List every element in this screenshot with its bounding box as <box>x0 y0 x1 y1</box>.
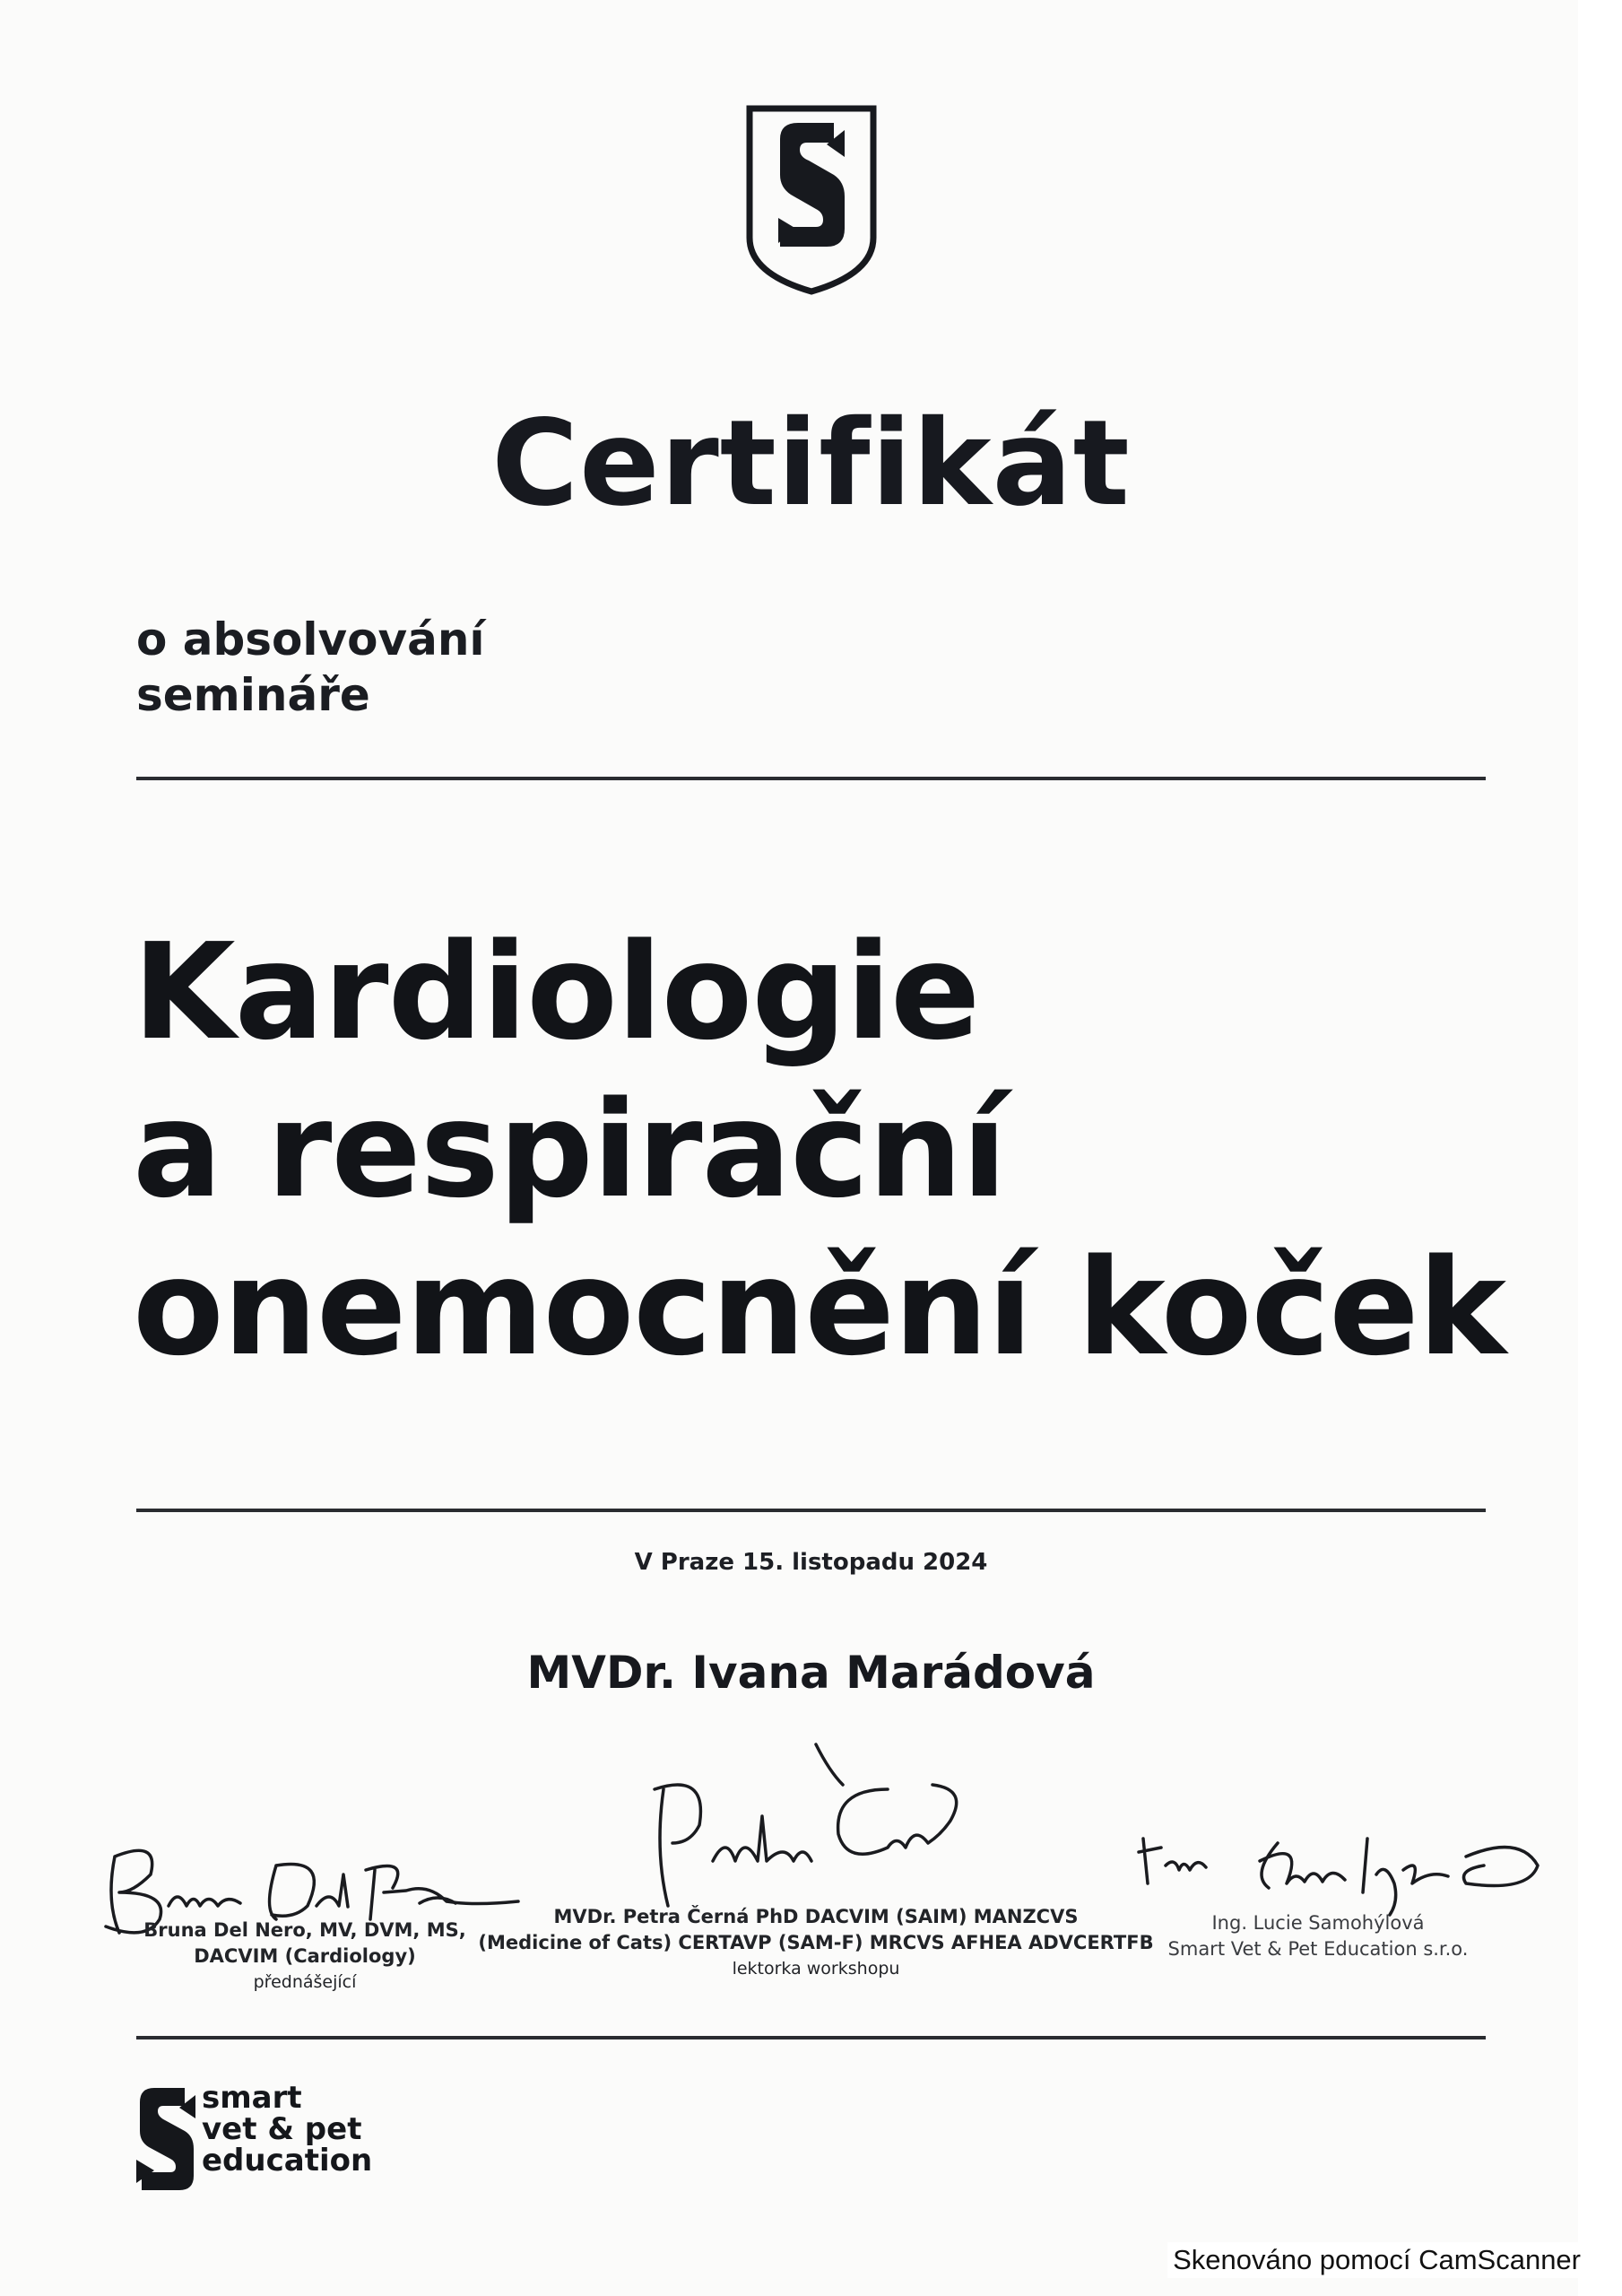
brand-line: smart <box>202 2080 302 2116</box>
brand-line: education <box>202 2143 373 2179</box>
brand-wordmark <box>202 2080 373 2179</box>
course-title-line: onemocnění koček <box>133 1231 1506 1385</box>
signatory-role: lektorka workshopu <box>732 1959 900 1979</box>
signatory-name-line: MVDr. Petra Černá PhD DACVIM (SAIM) MANZCVS <box>553 1906 1079 1927</box>
signatory-name-line: (Medicine of Cats) CERTAVP (SAM-F) MRCVS AFHEA ADVCERTFB <box>478 1932 1154 1953</box>
certificate-title: Certifikát <box>491 395 1131 533</box>
course-title <box>133 913 1505 1387</box>
subtitle-line: o absolvování <box>136 613 485 665</box>
divider <box>136 1509 1486 1512</box>
signatory-name-line: Bruna Del Nero, MV, DVM, MS, <box>143 1919 466 1941</box>
subtitle-line: semináře <box>136 669 370 721</box>
signature-2 <box>628 1735 1004 1915</box>
signatory-name-line: Ing. Lucie Samohýlová <box>1211 1912 1425 1934</box>
scan-watermark: Skenováno pomocí CamScanner <box>1167 2242 1586 2278</box>
scan-margin <box>1578 0 1622 2296</box>
signatory-3 <box>1139 1910 1497 1962</box>
s-logo-icon <box>133 2083 197 2195</box>
divider <box>136 2036 1486 2039</box>
signature-3 <box>1125 1821 1556 1919</box>
course-title-line: a respirační <box>133 1073 1007 1227</box>
place-date: V Praze 15. listopadu 2024 <box>634 1549 988 1576</box>
signatory-role: přednášející <box>253 1972 357 1992</box>
certificate-subtitle <box>136 612 485 723</box>
course-title-line: Kardiologie <box>133 915 980 1069</box>
signatory-2 <box>466 1904 1166 1982</box>
signatory-name-line: DACVIM (Cardiology) <box>194 1945 416 1967</box>
divider <box>136 777 1486 780</box>
signatory-1 <box>134 1918 475 1996</box>
brand-line: vet & pet <box>202 2111 362 2147</box>
recipient-name: MVDr. Ivana Marádová <box>526 1647 1096 1699</box>
shield-s-logo-icon <box>744 103 879 296</box>
signatory-name-line: Smart Vet & Pet Education s.r.o. <box>1167 1938 1469 1960</box>
